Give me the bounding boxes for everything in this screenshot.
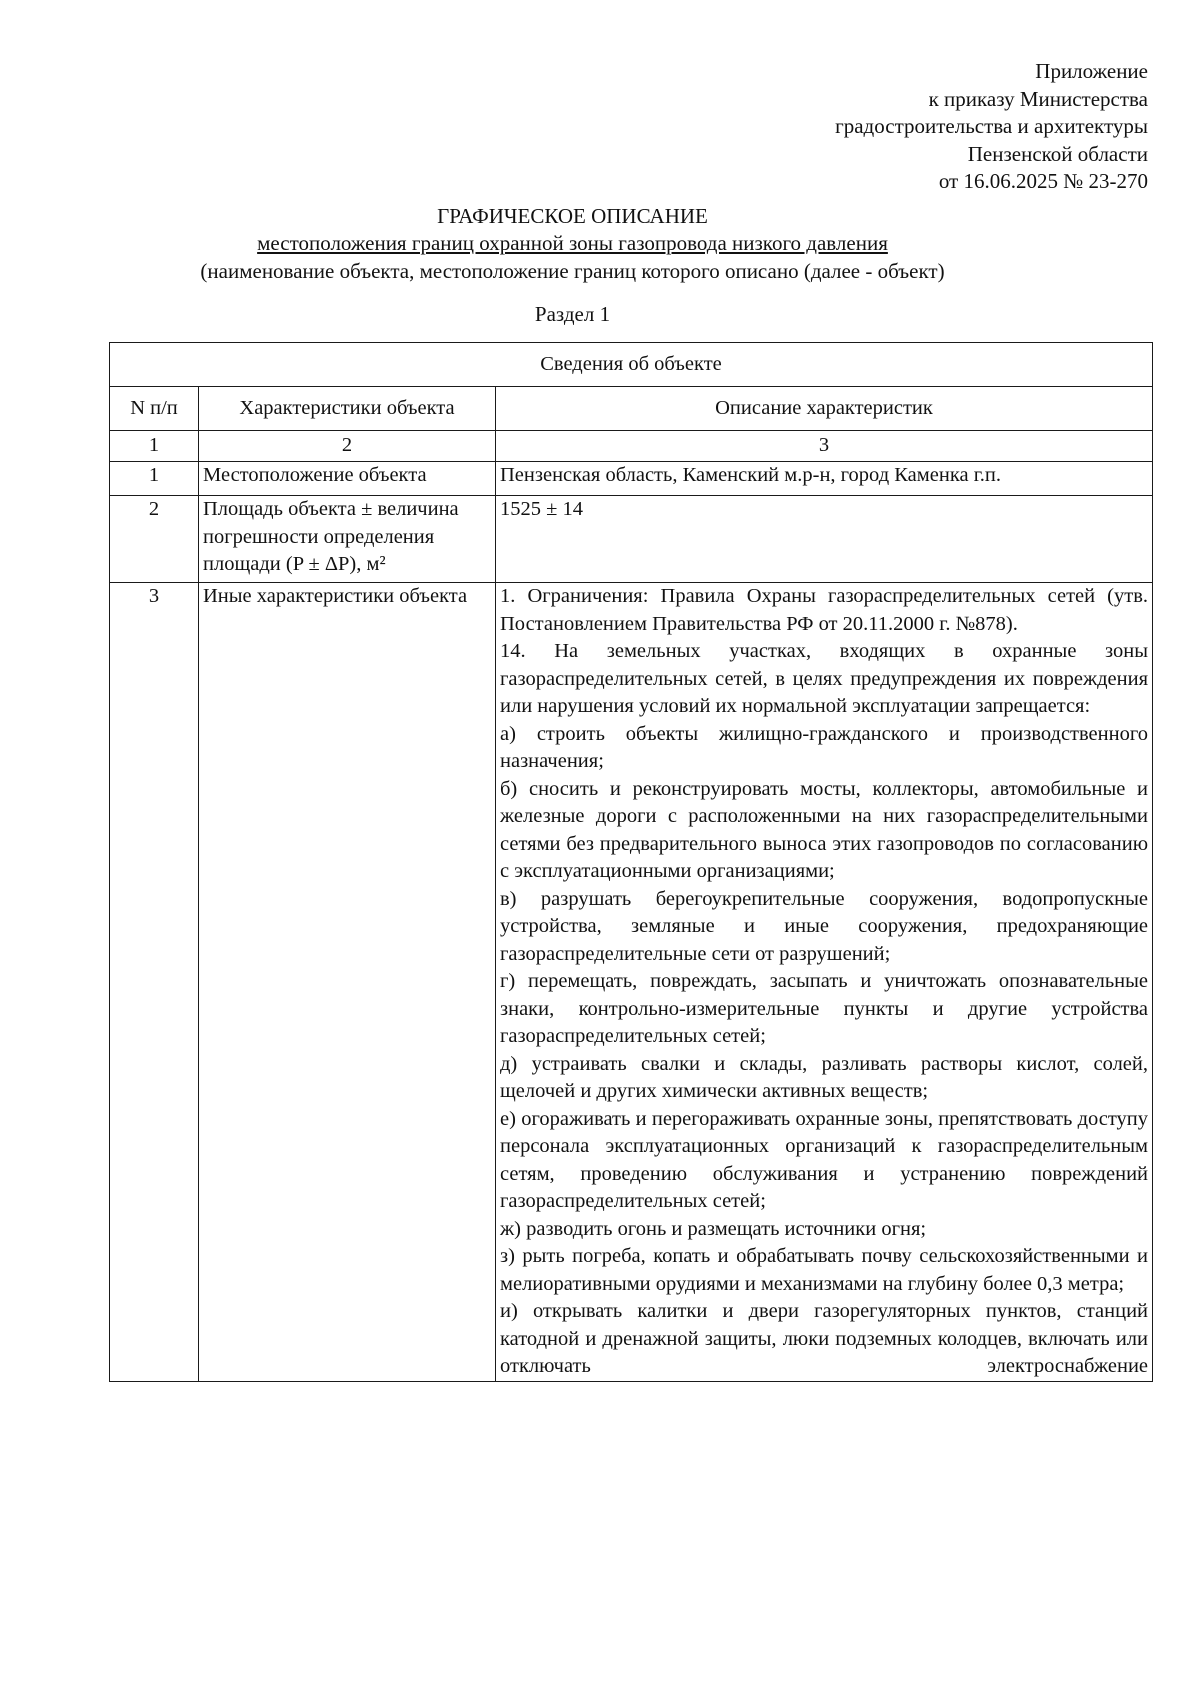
appendix-line: к приказу Министерства bbox=[928, 86, 1148, 111]
column-number: 1 bbox=[110, 431, 199, 462]
column-number: 3 bbox=[496, 431, 1153, 462]
table-row bbox=[110, 496, 1153, 583]
row-number: 1 bbox=[110, 462, 199, 496]
description-paragraph: з) рыть погреба, копать и обрабатывать почву сельскохозяйственными и мелиоративными орудиями и механизмами на глубину более 0,3 метра; bbox=[500, 1245, 1149, 1295]
document-title: ГРАФИЧЕСКОЕ ОПИСАНИЕ bbox=[437, 204, 708, 228]
row-description bbox=[496, 462, 1153, 496]
description-paragraph: 14. На земельных участках, входящих в охранные зоны газораспределительных сетей, в целях предупреждения их повреждения или нарушения условий их нормальной эксплуатации запрещается: bbox=[500, 640, 1149, 717]
description-paragraph: е) огораживать и перегораживать охранные зоны, препятствовать доступу персонала эксплуатационных организаций к газораспределительным сетям, проведению обслуживания и устранению повреждений газораспределительных сетей; bbox=[500, 1107, 1149, 1212]
description-paragraph: а) строить объекты жилищно-гражданского и производственного назначения; bbox=[500, 722, 1149, 772]
appendix-line: Приложение bbox=[1035, 59, 1148, 83]
row-characteristic: Площадь объекта ± величина погрешности определения площади (P ± ΔP), м² bbox=[199, 496, 496, 583]
table-caption: Сведения об объекте bbox=[110, 343, 1153, 387]
document-subtitle: местоположения границ охранной зоны газопровода низкого давления bbox=[257, 231, 888, 255]
description-paragraph: в) разрушать берегоукрепительные сооружения, водопропускные устройства, земляные и иные сооружения, предохраняющие газораспределительные сети от разрушений; bbox=[500, 887, 1149, 965]
column-header: Характеристики объекта bbox=[199, 387, 496, 431]
row-description bbox=[496, 583, 1153, 1382]
table-row bbox=[110, 583, 1153, 1382]
appendix-line: от 16.06.2025 № 23-270 bbox=[938, 169, 1148, 193]
table-caption-row bbox=[110, 343, 1153, 387]
description-paragraph: б) сносить и реконструировать мосты, коллекторы, автомобильные и железные дороги с расположенными на них газораспределительными сетями без предварительного выноса этих газопроводов по согласованию с эксплуатационными организациями; bbox=[500, 777, 1149, 882]
row-characteristic: Иные характеристики объекта bbox=[199, 583, 496, 1382]
description-paragraph: и) открывать калитки и двери газорегуляторных пунктов, станций катодной и дренажной защиты, люки подземных колодцев, включать или отключать электроснабжение bbox=[500, 1300, 1149, 1377]
row-characteristic: Местоположение объекта bbox=[199, 462, 496, 496]
column-header: Описание характеристик bbox=[496, 387, 1153, 431]
appendix-line: Пензенской области bbox=[967, 141, 1148, 166]
row-description bbox=[496, 496, 1153, 583]
row-number: 3 bbox=[110, 583, 199, 1382]
description-paragraph: д) устраивать свалки и склады, разливать растворы кислот, солей, щелочей и других химически активных веществ; bbox=[500, 1052, 1149, 1102]
section-heading: Раздел 1 bbox=[534, 302, 611, 326]
description-paragraph: Пензенская область, Каменский м.р-н, город Каменка г.п. bbox=[500, 464, 1002, 486]
column-number-row bbox=[110, 431, 1153, 462]
appendix-line: градостроительства и архитектуры bbox=[835, 114, 1148, 138]
table-row bbox=[110, 462, 1153, 496]
table-header-row bbox=[110, 387, 1153, 431]
description-paragraph: г) перемещать, повреждать, засыпать и уничтожать опознавательные знаки, контрольно-измерительные пункты и другие устройства газораспределительных сетей; bbox=[500, 970, 1149, 1047]
description-paragraph: 1525 ± 14 bbox=[500, 498, 584, 520]
column-number: 2 bbox=[199, 431, 496, 462]
subtitle-note: (наименование объекта, местоположение границ которого описано (далее - объект) bbox=[200, 259, 945, 283]
description-paragraph: 1. Ограничения: Правила Охраны газораспределительных сетей (утв. Постановлением Правительства РФ от 20.11.2000 г. №878). bbox=[500, 585, 1149, 635]
column-header: N п/п bbox=[110, 387, 199, 431]
object-info-table bbox=[109, 342, 1153, 1382]
description-paragraph: ж) разводить огонь и размещать источники огня; bbox=[500, 1217, 927, 1240]
appendix-block bbox=[835, 58, 1148, 196]
row-number: 2 bbox=[110, 496, 199, 583]
